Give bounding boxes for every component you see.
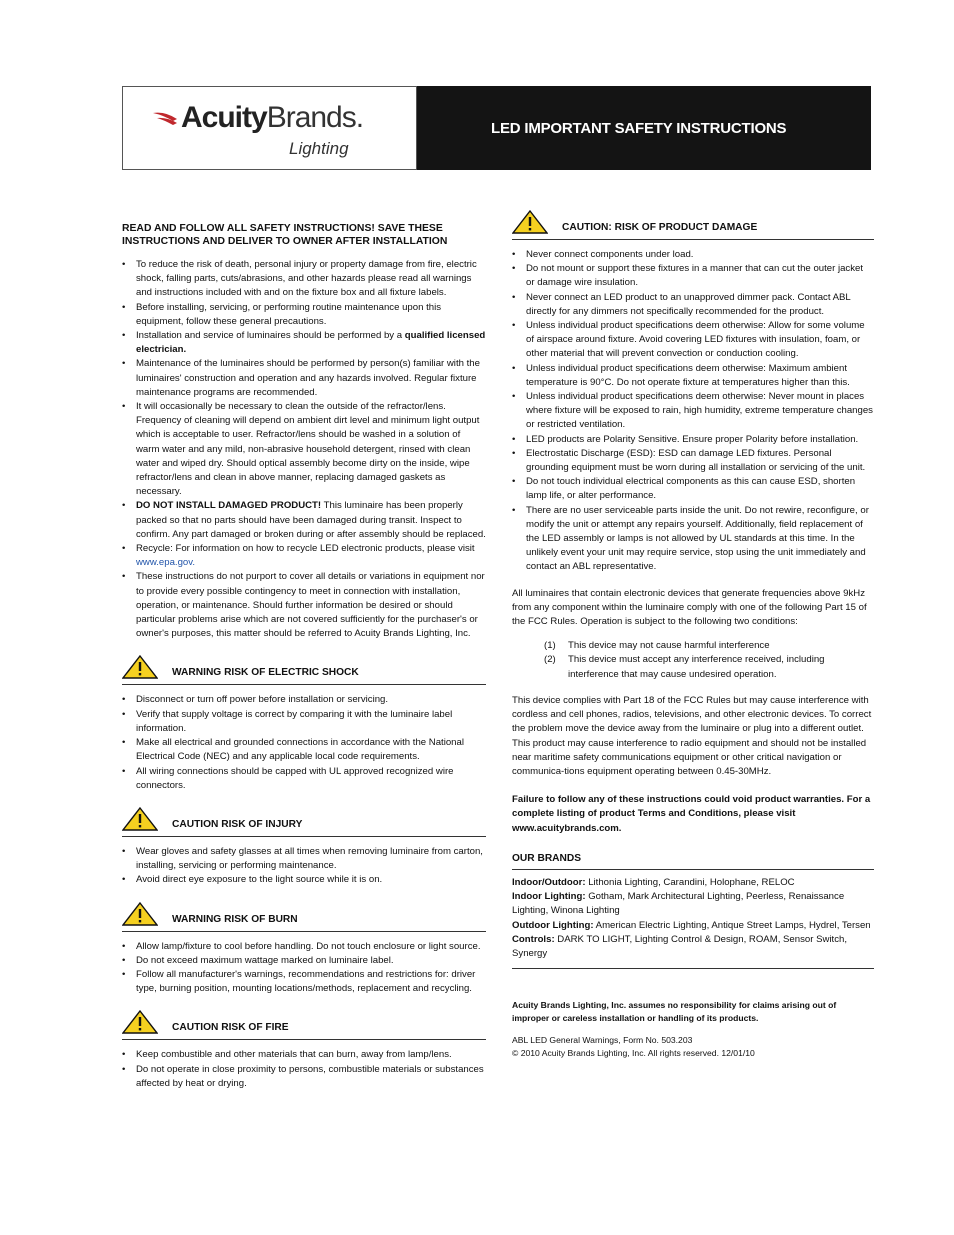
fcc-part18-text: This device complies with Part 18 of the FCC Rules but may cause interference with cordless and cell phones, radios, televisions, and other electronic devices. To correct the problem move the device away from the luminaire or plug into a different outlet. This product may cause interference to radio equipment and should not be installed near maritime safety communications equipment or other critical navigation or communica-tions equipment operating between 0.45-30MHz. xyxy=(512,694,872,777)
warning-triangle-icon xyxy=(122,1010,158,1034)
burn-heading: WARNING RISK OF BURN xyxy=(122,902,486,932)
list-item: • Installation and service of luminaires should be performed by a qualified licensed electrician. xyxy=(122,329,486,357)
list-item: • Before installing, servicing, or performing routine maintenance upon this equipment, follow these general precautions. xyxy=(122,301,486,329)
list-item: • Maintenance of the luminaires should be performed by person(s) familiar with the luminaires' construction and operation and any hazards involved. Regular fixture maintenance programs are recommended. xyxy=(122,357,486,400)
list-item: • Do not operate in close proximity to persons, combustible materials or substances affected by heat or drying. xyxy=(122,1063,486,1091)
list-item: • Disconnect or turn off power before installation or servicing. xyxy=(122,693,486,707)
burn-list xyxy=(122,940,486,997)
damage-list xyxy=(512,248,874,575)
fire-list xyxy=(122,1048,486,1091)
list-item: • Make all electrical and grounded connections in accordance with the National Electrical Code (NEC) and any applicable local code requirements. xyxy=(122,736,486,764)
list-item: • Unless individual product specifications deem otherwise: Never mount in places where fixture will be exposed to rain, high humidity, extreme temperature changes or restricted ventilation. xyxy=(512,390,874,433)
page-title: LED IMPORTANT SAFETY INSTRUCTIONS xyxy=(491,120,787,137)
list-item: • Electrostatic Discharge (ESD): ESD can damage LED fixtures. Personal grounding equipment must be worn during all installation or servicing of the unit. xyxy=(512,447,874,475)
epa-link[interactable]: www.epa.gov. xyxy=(136,557,196,569)
list-item: • Wear gloves and safety glasses at all times when removing luminaire from carton, installing, servicing or performing maintenance. xyxy=(122,845,486,873)
brand-logo xyxy=(122,86,417,170)
list-item: • Verify that supply voltage is correct by comparing it with the luminaire label information. xyxy=(122,708,486,736)
fcc-conditions-list xyxy=(544,639,874,682)
list-item: • Unless individual product specifications deem otherwise: Maximum ambient temperature is 90°C. Do not operate fixture at temperatures higher than this. xyxy=(512,362,874,390)
fire-heading: CAUTION RISK OF FIRE xyxy=(122,1010,486,1040)
right-column xyxy=(512,210,874,1059)
damage-heading: CAUTION: RISK OF PRODUCT DAMAGE xyxy=(512,210,874,240)
list-item: • Unless individual product specifications deem otherwise: Allow for some volume of airspace around fixture. Avoid covering LED fixtures with insulation, foam, or other material that will prevent convection or conduction cooling. xyxy=(512,319,874,362)
brand-row: Indoor/Outdoor: Lithonia Lighting, Carandini, Holophane, RELOC xyxy=(512,876,795,888)
warning-triangle-icon xyxy=(122,807,158,831)
list-item: • Avoid direct eye exposure to the light source while it is on. xyxy=(122,873,486,887)
warning-triangle-icon xyxy=(122,902,158,926)
list-item: • LED products are Polarity Sensitive. Ensure proper Polarity before installation. xyxy=(512,433,874,447)
warranty-note: Failure to follow any of these instructions could void product warranties. For a complete listing of product Terms and Conditions, please visit www.acuitybrands.com. xyxy=(512,794,871,834)
list-item: (2) This device must accept any interference received, including interference that may cause undesired operation. xyxy=(544,654,825,680)
shock-heading: WARNING RISK OF ELECTRIC SHOCK xyxy=(122,655,486,685)
divider xyxy=(512,961,874,969)
list-item: • DO NOT INSTALL DAMAGED PRODUCT! This luminaire has been properly packed so that no parts should have been damaged during transit. Inspect to confirm. Any part damaged or broken during or after assembly should be replaced. xyxy=(122,499,486,542)
title-banner xyxy=(417,86,871,170)
list-item: • Allow lamp/fixture to cool before handling. Do not touch enclosure or light source. xyxy=(122,940,486,954)
intro-list xyxy=(122,258,486,641)
logo-wordmark: AcuityBrands. xyxy=(181,101,364,134)
list-item: • All wiring connections should be capped with UL approved recognized wire connectors. xyxy=(122,765,486,793)
list-item: • It will occasionally be necessary to clean the outside of the refractor/lens. Frequency of cleaning will depend on ambient dirt level and minimum light output which is acceptable to user. Refractor/lens should be washed in a solution of warm water and any mild, non-abrasive household detergent, rinsed with clean water and wiped dry. Should optical assembly become dirty on the inside, wipe refractor/lens and clean in above manner, replacing damaged gaskets as necessary. xyxy=(122,400,486,499)
list-item: • Keep combustible and other materials that can burn, away from lamp/lens. xyxy=(122,1048,486,1062)
list-item: • There are no user serviceable parts inside the unit. Do not rewire, reconfigure, or modify the unit or attempt any repairs yourself. Additionally, field replacement of the LED assembly or lamps is not allowed by UL standards at this time. In the unlikely event your unit may require service, stop using the unit immediately and contact an ABL representative. xyxy=(512,504,874,575)
list-item: • Never connect components under load. xyxy=(512,248,874,262)
shock-list xyxy=(122,693,486,792)
form-info: ABL LED General Warnings, Form No. 503.203 © 2010 Acuity Brands Lighting, Inc. All rights reserved. 12/01/10 xyxy=(512,1035,755,1058)
warning-triangle-icon xyxy=(512,210,548,234)
left-column xyxy=(122,222,486,1091)
warning-triangle-icon xyxy=(122,655,158,679)
list-item: • To reduce the risk of death, personal injury or property damage from fire, electric shock, falling parts, cuts/abrasions, and other hazards please read all warnings and instructions included with and on the fixture box and all fixture labels. xyxy=(122,258,486,301)
brand-row: Indoor Lighting: Gotham, Mark Architectural Lighting, Peerless, Renaissance Lighting, Winona Lighting xyxy=(512,891,845,917)
brand-row: Outdoor Lighting: American Electric Lighting, Antique Street Lamps, Hydrel, Tersen xyxy=(512,919,871,931)
list-item: • Recycle: For information on how to recycle LED electronic products, please visit www.epa.gov. xyxy=(122,542,486,570)
brand-row: Controls: DARK TO LIGHT, Lighting Control & Design, ROAM, Sensor Switch, Synergy xyxy=(512,933,848,959)
injury-list xyxy=(122,845,486,888)
brands-heading: OUR BRANDS xyxy=(512,852,874,870)
brands-list xyxy=(512,876,874,961)
list-item: (1) This device may not cause harmful interference xyxy=(544,640,770,652)
fcc-part15-text: All luminaires that contain electronic devices that generate frequencies above 9kHz from any component within the luminaire comply with one of the following Part 15 of the FCC Rules. Operation is subject to the following two conditions: xyxy=(512,587,867,628)
injury-heading: CAUTION RISK OF INJURY xyxy=(122,807,486,837)
list-item: • Follow all manufacturer's warnings, recommendations and restrictions for: driver type, burning position, mounting locations/methods, replacement and recycling. xyxy=(122,968,486,996)
list-item: • Do not exceed maximum wattage marked on luminaire label. xyxy=(122,954,486,968)
disclaimer: Acuity Brands Lighting, Inc. assumes no responsibility for claims arising out of improper or careless installation or handling of its products. xyxy=(512,1000,837,1023)
list-item: • Do not mount or support these fixtures in a manner that can cut the outer jacket or damage wire insulation. xyxy=(512,262,874,290)
logo-subtitle: Lighting xyxy=(289,139,349,158)
list-item: • Never connect an LED product to an unapproved dimmer pack. Contact ABL directly for any dimmers not specifically recommended for the product. xyxy=(512,291,874,319)
list-item: • These instructions do not purport to cover all details or variations in equipment nor to provide every possible contingency to meet in connection with installation, operation, or maintenance. Should further information be desired or should particular problems arise which are not covered sufficiently for the purchaser's or owner's purposes, this matter should be referred to Acuity Brands Lighting, Inc. xyxy=(122,570,486,641)
list-item: • Do not touch individual electrical components as this can cause ESD, shorten lamp life, or alter performance. xyxy=(512,475,874,503)
intro-heading: READ AND FOLLOW ALL SAFETY INSTRUCTIONS! SAVE THESE INSTRUCTIONS AND DELIVER TO OWNER AFTER INSTALLATION xyxy=(122,223,448,247)
